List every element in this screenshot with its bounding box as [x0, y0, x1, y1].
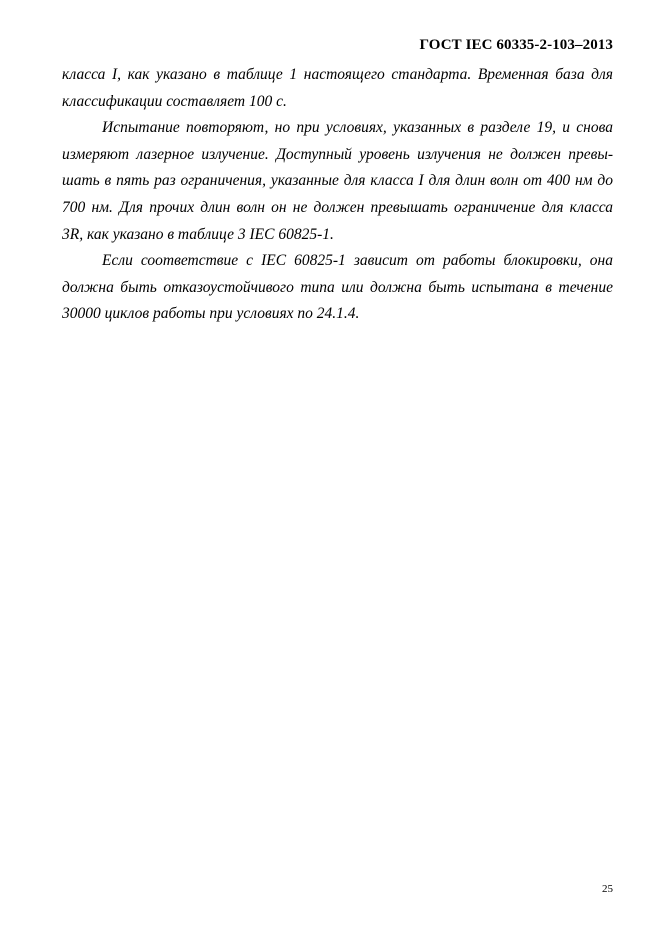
document-header	[419, 37, 613, 54]
text-line: Испытание повторяют, но при условиях, указанных в разделе 19, и снова	[102, 119, 613, 137]
text-line: 30000 циклов работы при условиях по 24.1.4.	[62, 305, 360, 323]
page-number: 25	[602, 883, 613, 895]
text-line: измеряют лазерное излучение. Доступный уровень излучения не должен превы-	[62, 145, 613, 163]
text-line: классификации составляет 100 с.	[62, 92, 287, 110]
paragraph-2	[62, 115, 613, 248]
paragraph-3	[62, 248, 613, 328]
standard-designation: ГОСТ IEC 60335-2-103–2013	[419, 37, 613, 53]
text-line: 3R, как указано в таблице 3 IEC 60825-1.	[62, 225, 334, 243]
text-line: Если соответствие с IEC 60825-1 зависит от работы блокировки, она	[102, 252, 613, 270]
text-line: 700 нм. Для прочих длин волн он не должен превышать ограничение для класса	[62, 198, 613, 216]
text-line: шать в пять раз ограничения, указанные для класса I для длин волн от 400 нм до	[62, 172, 613, 190]
document-body	[62, 62, 613, 328]
text-line: класса I, как указано в таблице 1 настоящего стандарта. Временная база для	[62, 66, 613, 83]
paragraph-1	[62, 62, 613, 115]
text-line: должна быть отказоустойчивого типа или должна быть испытана в течение	[62, 278, 613, 296]
